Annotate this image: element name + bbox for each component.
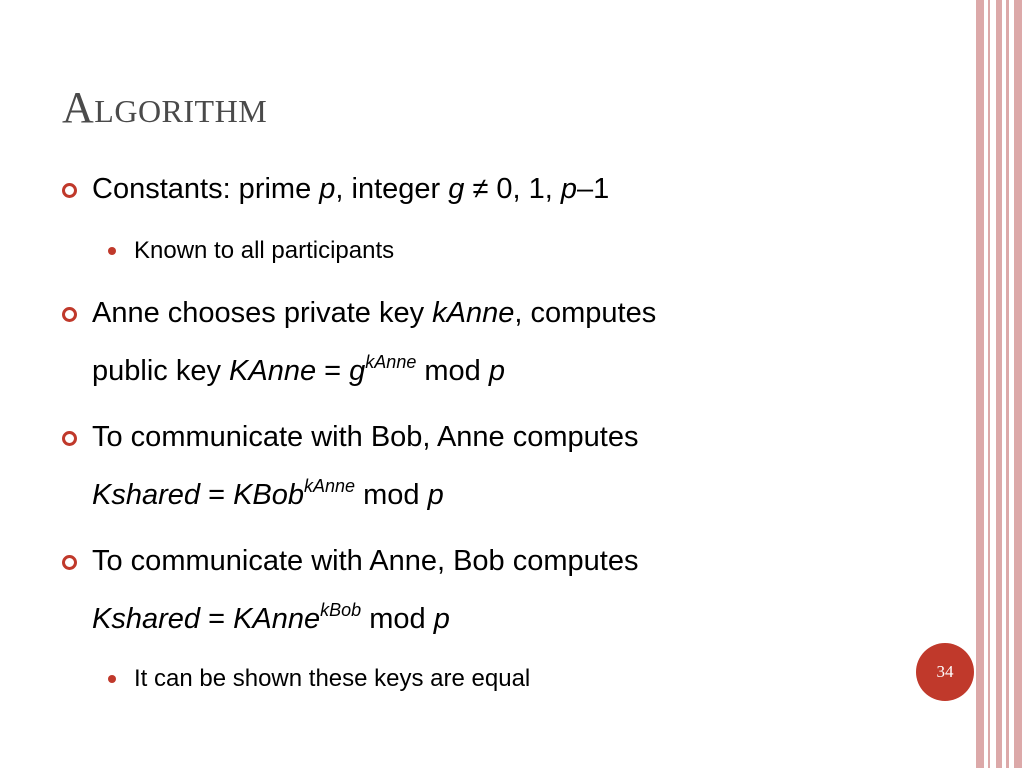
bullet-bob-shared-key: Kshared = KAnne$^{kBob}$ mod p [92,600,450,635]
stripe [1014,0,1022,768]
bullet-bob-computes: To communicate with Anne, Bob computes [92,545,639,577]
bullet-constants: Constants: prime p, integer g ≠ 0, 1, p–1 [92,173,610,205]
bullet-ring-icon [62,431,77,446]
bullet-dot-icon [108,675,116,683]
stripe [988,0,990,768]
bullet-anne-shared-key: Kshared = KBob$^{kAnne}$ mod p [92,476,444,511]
decorative-stripes [976,0,1024,768]
bullet-ring-icon [62,307,77,322]
bullet-anne-computes: To communicate with Bob, Anne computes [92,421,639,453]
stripe [976,0,984,768]
bullet-ring-icon [62,555,77,570]
bullet-anne-private-key: Anne chooses private key kAnne, computes [92,297,657,329]
slide-title [62,84,267,135]
sub-bullet-known: Known to all participants [134,237,395,264]
bullet-dot-icon [108,247,116,255]
stripe [996,0,1002,768]
stripe [1006,0,1009,768]
sub-bullet-equal: It can be shown these keys are equal [134,665,531,692]
bullet-anne-public-key: public key KAnne = $g^{kAnne}$ mod p [92,352,506,387]
bullet-ring-icon [62,183,77,198]
title-rest: LGORITHM [94,93,268,129]
title-initial: A [62,83,95,132]
page-number-badge: 34 [916,643,974,701]
